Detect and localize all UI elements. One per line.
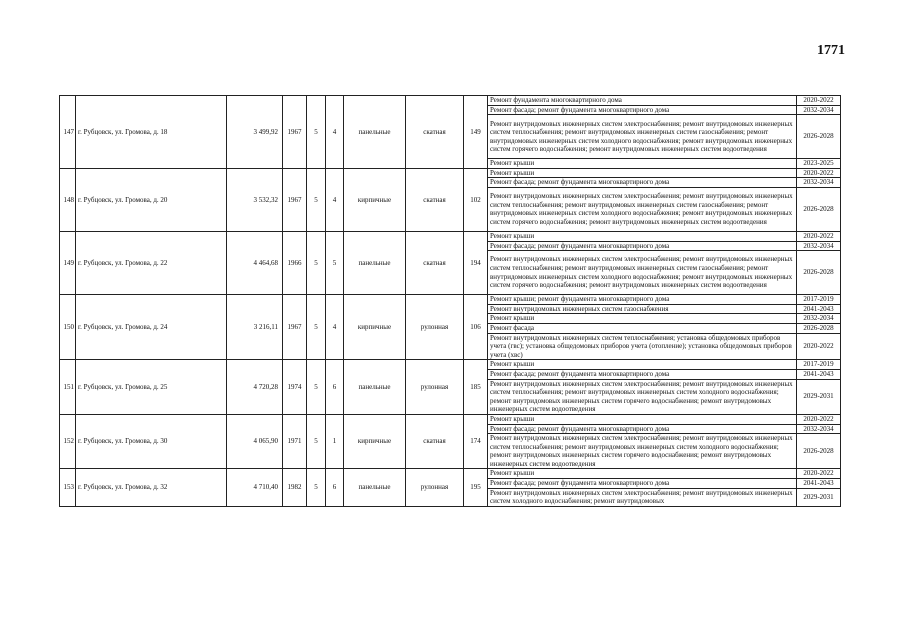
work-type: Ремонт фундамента многоквартирного дома: [488, 96, 797, 106]
row-address: г. Рубцовск, ул. Громова, д. 20: [76, 168, 227, 231]
row-area: 4 464,68: [227, 231, 283, 294]
page-number: 1771: [817, 43, 845, 58]
row-walls: панельные: [344, 469, 406, 506]
row-area: 3 532,32: [227, 168, 283, 231]
row-address: г. Рубцовск, ул. Громова, д. 24: [76, 295, 227, 360]
row-address: г. Рубцовск, ул. Громова, д. 22: [76, 231, 227, 294]
row-residents: 102: [464, 168, 488, 231]
work-type: Ремонт крыши: [488, 168, 797, 178]
row-floors: 5: [307, 231, 326, 294]
row-address: г. Рубцовск, ул. Громова, д. 25: [76, 360, 227, 415]
table-row: [60, 231, 841, 241]
work-type: Ремонт внутридомовых инженерных систем электроснабжения; ремонт внутридомовых инженерных систем теплоснабжения; ремонт внутридомовых инженерных систем газоснабжения; ремонт внутридомовых инженерных систем холодного водоснабжения; ремонт внутридомовых инженерных систем горячего водоснабжения; ремонт внутридомовых инженерных систем водоотведения: [488, 187, 797, 231]
work-type: Ремонт внутридомовых инженерных систем электроснабжения; ремонт внутридомовых инженерных систем теплоснабжения; ремонт внутридомовых инженерных систем холодного водоснабжения; ремонт внутридомовых инженерных систем горячего водоснабжения; ремонт внутридомовых инженерных систем водоотведения: [488, 434, 797, 469]
work-period: 2041-2043: [797, 304, 841, 314]
work-type: Ремонт фасада; ремонт фундамента многоквартирного дома: [488, 178, 797, 188]
row-walls: кирпичные: [344, 295, 406, 360]
row-number: 152: [60, 414, 76, 469]
row-year: 1966: [283, 231, 307, 294]
work-period: 2020-2022: [797, 469, 841, 479]
work-period: 2017-2019: [797, 295, 841, 305]
row-area: 4 065,90: [227, 414, 283, 469]
row-number: 148: [60, 168, 76, 231]
work-period: 2032-2034: [797, 105, 841, 115]
work-type: Ремонт внутридомовых инженерных систем электроснабжения; ремонт внутридомовых инженерных систем теплоснабжения; ремонт внутридомовых инженерных систем газоснабжения; ремонт внутридомовых инженерных систем холодного водоснабжения; ремонт внутридомовых инженерных систем горячего водоснабжения; ремонт внутридомовых инженерных систем водоотведения: [488, 115, 797, 159]
work-type: Ремонт внутридомовых инженерных систем газоснабжения: [488, 304, 797, 314]
work-type: Ремонт крыши: [488, 159, 797, 169]
row-address: г. Рубцовск, ул. Громова, д. 30: [76, 414, 227, 469]
row-year: 1967: [283, 96, 307, 169]
work-period: 2020-2022: [797, 333, 841, 360]
work-period: 2023-2025: [797, 159, 841, 169]
work-type: Ремонт фасада; ремонт фундамента многоквартирного дома: [488, 241, 797, 251]
row-roof: скатная: [406, 414, 464, 469]
row-residents: 195: [464, 469, 488, 506]
row-address: г. Рубцовск, ул. Громова, д. 18: [76, 96, 227, 169]
work-type: Ремонт внутридомовых инженерных систем электроснабжения; ремонт внутридомовых инженерных систем теплоснабжения; ремонт внутридомовых инженерных систем газоснабжения; ремонт внутридомовых инженерных систем холодного водоснабжения; ремонт внутридомовых инженерных систем горячего водоснабжения; ремонт внутридомовых инженерных систем водоотведения: [488, 251, 797, 295]
table-row: [60, 96, 841, 106]
work-period: 2041-2043: [797, 369, 841, 379]
row-walls: панельные: [344, 231, 406, 294]
work-type: Ремонт крыши: [488, 314, 797, 324]
row-residents: 194: [464, 231, 488, 294]
work-period: 2026-2028: [797, 434, 841, 469]
row-roof: скатная: [406, 231, 464, 294]
row-floors: 5: [307, 360, 326, 415]
row-year: 1967: [283, 295, 307, 360]
row-address: г. Рубцовск, ул. Громова, д. 32: [76, 469, 227, 506]
row-floors: 5: [307, 295, 326, 360]
table-row: [60, 360, 841, 370]
row-year: 1974: [283, 360, 307, 415]
work-type: Ремонт крыши; ремонт фундамента многоквартирного дома: [488, 295, 797, 305]
work-type: Ремонт внутридомовых инженерных систем теплоснабжения; установка общедомовых приборов учета (гвс); установка общедомовых приборов учета (отопление); установка общедомовых приборов учета (хвс): [488, 333, 797, 360]
row-number: 151: [60, 360, 76, 415]
row-entrances: 6: [326, 360, 344, 415]
row-walls: кирпичные: [344, 168, 406, 231]
row-number: 150: [60, 295, 76, 360]
row-year: 1971: [283, 414, 307, 469]
work-period: 2029-2031: [797, 379, 841, 414]
work-type: Ремонт крыши: [488, 414, 797, 424]
work-type: Ремонт фасада; ремонт фундамента многоквартирного дома: [488, 479, 797, 489]
row-residents: 106: [464, 295, 488, 360]
row-entrances: 6: [326, 469, 344, 506]
work-period: 2020-2022: [797, 231, 841, 241]
row-residents: 174: [464, 414, 488, 469]
work-period: 2026-2028: [797, 187, 841, 231]
work-period: 2032-2034: [797, 424, 841, 434]
work-period: 2026-2028: [797, 323, 841, 333]
row-roof: рулонная: [406, 360, 464, 415]
work-period: 2029-2031: [797, 488, 841, 506]
row-roof: рулонная: [406, 295, 464, 360]
row-entrances: 5: [326, 231, 344, 294]
row-year: 1982: [283, 469, 307, 506]
row-floors: 5: [307, 469, 326, 506]
work-type: Ремонт крыши: [488, 469, 797, 479]
work-period: 2032-2034: [797, 241, 841, 251]
work-type: Ремонт крыши: [488, 231, 797, 241]
row-walls: панельные: [344, 96, 406, 169]
row-floors: 5: [307, 168, 326, 231]
table-row: [60, 469, 841, 479]
work-period: 2020-2022: [797, 96, 841, 106]
work-period: 2041-2043: [797, 479, 841, 489]
row-walls: кирпичные: [344, 414, 406, 469]
row-number: 149: [60, 231, 76, 294]
work-period: 2032-2034: [797, 314, 841, 324]
row-year: 1967: [283, 168, 307, 231]
row-entrances: 4: [326, 168, 344, 231]
work-period: 2032-2034: [797, 178, 841, 188]
work-period: 2020-2022: [797, 168, 841, 178]
work-period: 2026-2028: [797, 115, 841, 159]
row-floors: 5: [307, 96, 326, 169]
work-period: 2017-2019: [797, 360, 841, 370]
row-area: 4 720,28: [227, 360, 283, 415]
row-roof: скатная: [406, 96, 464, 169]
row-number: 147: [60, 96, 76, 169]
capital-repair-table: [59, 95, 841, 507]
row-area: 3 499,92: [227, 96, 283, 169]
row-entrances: 4: [326, 295, 344, 360]
work-type: Ремонт фасада; ремонт фундамента многоквартирного дома: [488, 105, 797, 115]
work-type: Ремонт фасада: [488, 323, 797, 333]
work-type: Ремонт внутридомовых инженерных систем электроснабжения; ремонт внутридомовых инженерных систем теплоснабжения; ремонт внутридомовых инженерных систем холодного водоснабжения; ремонт внутридомовых инженерных систем горячего водоснабжения; ремонт внутридомовых инженерных систем водоотведения: [488, 379, 797, 414]
row-roof: рулонная: [406, 469, 464, 506]
row-floors: 5: [307, 414, 326, 469]
work-type: Ремонт фасада; ремонт фундамента многоквартирного дома: [488, 424, 797, 434]
row-number: 153: [60, 469, 76, 506]
row-residents: 185: [464, 360, 488, 415]
table-row: [60, 168, 841, 178]
row-residents: 149: [464, 96, 488, 169]
work-type: Ремонт фасада; ремонт фундамента многоквартирного дома: [488, 369, 797, 379]
row-walls: панельные: [344, 360, 406, 415]
table-row: [60, 414, 841, 424]
row-area: 4 710,40: [227, 469, 283, 506]
work-type: Ремонт крыши: [488, 360, 797, 370]
work-type: Ремонт внутридомовых инженерных систем электроснабжения; ремонт внутридомовых инженерных систем холодного водоснабжения; ремонт внутридомовых: [488, 488, 797, 506]
work-period: 2020-2022: [797, 414, 841, 424]
row-area: 3 216,11: [227, 295, 283, 360]
row-entrances: 1: [326, 414, 344, 469]
table-row: [60, 295, 841, 305]
row-roof: скатная: [406, 168, 464, 231]
work-period: 2026-2028: [797, 251, 841, 295]
row-entrances: 4: [326, 96, 344, 169]
